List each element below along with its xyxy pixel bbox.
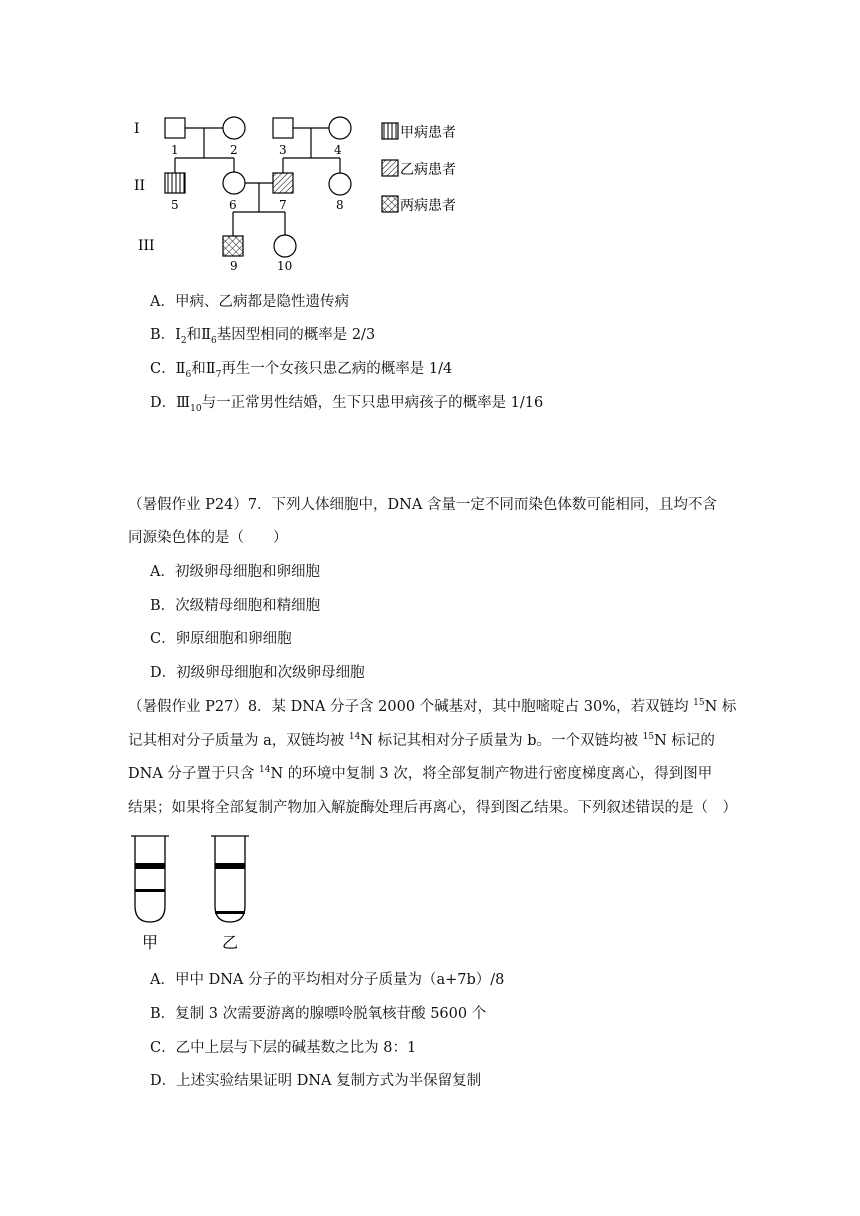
q8-stem-line1: （暑假作业 P27）8．某 DNA 分子含 2000 个碱基对，其中胞嘧啶占 30%，若双链均 $^{15}$N 标 [128, 698, 737, 715]
tube-b [215, 836, 245, 922]
individual-number: 7 [279, 198, 287, 212]
individual-4-female [329, 117, 351, 139]
generation-label: III [138, 238, 155, 254]
legend-label: 甲病患者 [400, 125, 456, 141]
individual-3-male [273, 118, 293, 138]
individual-number: 10 [277, 259, 293, 273]
individual-number: 2 [230, 143, 238, 157]
legend-label: 两病患者 [400, 198, 456, 214]
q8-stem-line2: 记其相对分子质量为 a，双链均被 $^{14}$N 标记其相对分子质量为 b。一个双链均被 $^{15}$N 标记的 [128, 732, 715, 749]
q8-option-b[interactable]: B．复制 3 次需要游离的腺嘌呤脱氧核苷酸 5600 个 [150, 1006, 487, 1022]
individual-10-female [274, 235, 296, 257]
q8-option-d[interactable]: D．上述实验结果证明 DNA 复制方式为半保留复制 [150, 1073, 482, 1089]
generation-label: II [134, 178, 146, 194]
individual-number: 3 [279, 143, 287, 157]
centrifuge-tubes-figure [125, 830, 265, 955]
generation-label: I [134, 121, 140, 137]
individual-7-disease-b [273, 173, 293, 193]
q8-option-a[interactable]: A．甲中 DNA 分子的平均相对分子质量为（a+7b）/8 [150, 972, 505, 988]
pedigree-figure [130, 110, 480, 280]
tube-b-upper-band [215, 863, 245, 869]
q7-option-b[interactable]: B．次级精母细胞和精细胞 [150, 598, 321, 614]
tube-a-lower-band [135, 889, 165, 892]
q8-stem-line3: DNA 分子置于只含 $^{14}$N 的环境中复制 3 次，将全部复制产物进行密度梯度离心，得到图甲 [128, 765, 713, 782]
tube-a [135, 836, 165, 922]
individual-number: 5 [171, 198, 179, 212]
individual-1-male [165, 118, 185, 138]
q7-option-c[interactable]: C．卵原细胞和卵细胞 [150, 631, 292, 647]
individual-number: 4 [334, 143, 342, 157]
q6-option-b[interactable]: B．$I_2$和$Ⅱ_6$基因型相同的概率是 2/3 [150, 327, 376, 346]
q7-stem-line2: 同源染色体的是（ ） [128, 530, 288, 546]
individual-number: 6 [229, 198, 237, 212]
q6-option-a[interactable]: A．甲病、乙病都是隐性遗传病 [150, 294, 349, 310]
q6-option-d[interactable]: D．$Ⅲ_{10}$与一正常男性结婚，生下只患甲病孩子的概率是 1/16 [150, 395, 544, 414]
individual-6-female [223, 172, 245, 194]
q6-option-c[interactable]: C．$Ⅱ_6$和$Ⅱ_7$再生一个女孩只患乙病的概率是 1/4 [150, 361, 453, 380]
legend-disease-a-swatch [382, 123, 398, 139]
individual-8-female [329, 173, 351, 195]
q7-stem-line1: （暑假作业 P24）7．下列人体细胞中，DNA 含量一定不同而染色体数可能相同，且均不含 [128, 497, 717, 513]
legend-label: 乙病患者 [400, 162, 456, 178]
legend-both-swatch [382, 196, 398, 212]
q7-option-d[interactable]: D．初级卵母细胞和次级卵母细胞 [150, 665, 365, 681]
tube-b-lower-band [215, 911, 245, 914]
individual-number: 9 [230, 259, 238, 273]
q8-stem-line4: 结果；如果将全部复制产物加入解旋酶处理后再离心，得到图乙结果。下列叙述错误的是（ ） [128, 800, 737, 816]
tube-label: 甲 [142, 933, 159, 952]
legend-disease-b-swatch [382, 160, 398, 176]
q7-option-a[interactable]: A．初级卵母细胞和卵细胞 [150, 564, 320, 580]
individual-number: 1 [171, 143, 179, 157]
q8-option-c[interactable]: C．乙中上层与下层的碱基数之比为 8：1 [150, 1040, 417, 1056]
individual-2-female [223, 117, 245, 139]
tube-a-upper-band [135, 863, 165, 869]
individual-9-both-diseases [223, 236, 243, 256]
individual-number: 8 [336, 198, 344, 212]
tube-label: 乙 [222, 933, 239, 952]
individual-5-disease-a [165, 173, 185, 193]
